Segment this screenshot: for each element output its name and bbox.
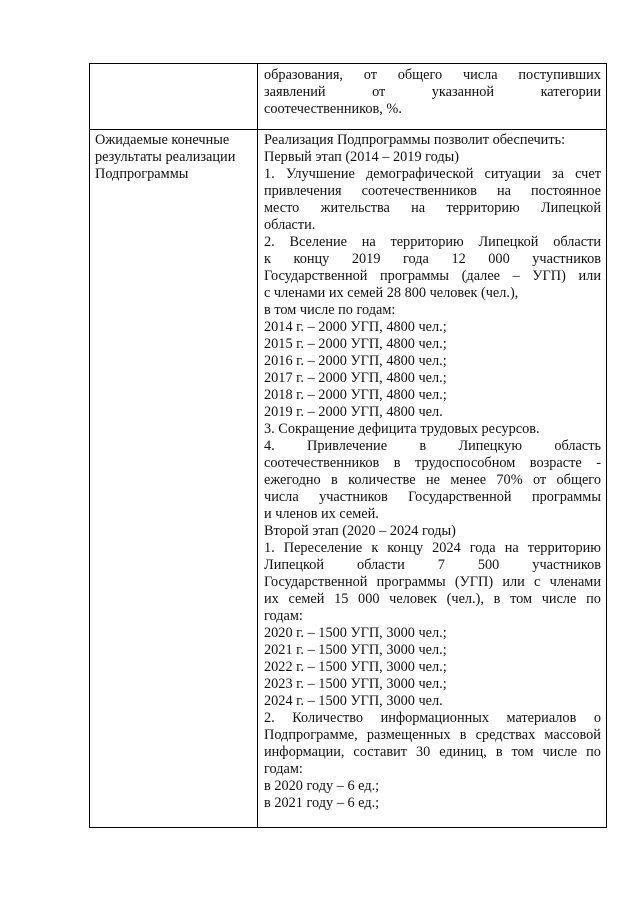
word: области: [356, 557, 405, 573]
text-line: Второй этап (2020 – 2024 годы): [264, 523, 456, 539]
word: соотечественников: [264, 455, 380, 471]
word: (чел.),: [446, 591, 484, 607]
text-line: [264, 268, 601, 285]
word: по: [586, 591, 601, 607]
text-line: [264, 557, 601, 574]
row2-value-cell: [264, 132, 601, 812]
text-line: и членов их семей.: [264, 506, 379, 522]
word: участников: [319, 489, 388, 505]
text-line: [264, 472, 601, 489]
word: года: [469, 540, 496, 556]
word: на: [496, 183, 511, 199]
word: не: [425, 472, 440, 488]
word: указанной: [431, 84, 495, 100]
word: соотечественников: [361, 183, 477, 199]
word: Привлечение: [307, 438, 388, 454]
word: территорию: [390, 234, 464, 250]
word: Государственной: [264, 268, 368, 284]
text-line: [264, 183, 601, 200]
word: единиц,: [439, 744, 487, 760]
word: человек: [389, 591, 437, 607]
label-line: Подпрограммы: [95, 166, 189, 182]
word: общего: [556, 472, 601, 488]
text-line: [264, 166, 601, 183]
word: Липецкой: [264, 557, 325, 573]
word: в: [331, 472, 338, 488]
word: или: [578, 268, 601, 284]
word: Переселение: [283, 540, 363, 556]
word: ситуации: [484, 166, 541, 182]
word: программы: [376, 574, 446, 590]
text-line: [264, 84, 601, 101]
word: 000: [488, 251, 510, 267]
text-line: [264, 574, 601, 591]
text-line: 2021 г. – 1500 УГП, 3000 чел.;: [264, 642, 447, 658]
word: участников: [532, 557, 601, 573]
word: информации,: [264, 744, 345, 760]
word: жительства: [320, 200, 390, 216]
text-line: 2017 г. – 2000 УГП, 4800 чел.;: [264, 370, 447, 386]
word: количестве: [348, 472, 416, 488]
text-line: 2015 г. – 2000 УГП, 4800 чел.;: [264, 336, 447, 352]
text-line: 2020 г. – 1500 УГП, 3000 чел.;: [264, 625, 447, 641]
word: демографической: [366, 166, 474, 182]
text-line: [264, 251, 601, 268]
word: числа: [264, 489, 299, 505]
word: 2.: [264, 234, 275, 250]
word: участников: [532, 251, 601, 267]
word: числа: [462, 67, 498, 83]
word: 500: [477, 557, 500, 573]
text-line: с членами их семей 28 800 человек (чел.),: [264, 285, 519, 301]
word: концу: [387, 540, 424, 556]
word: программы: [531, 489, 601, 505]
word: к: [371, 540, 379, 556]
word: на: [361, 234, 376, 250]
word: на: [504, 540, 519, 556]
word: счет: [575, 166, 601, 182]
label-line: Ожидаемые конечные: [95, 132, 230, 148]
word: УГП): [532, 268, 566, 284]
word: область: [554, 438, 601, 454]
word: Государственной: [408, 489, 512, 505]
word: их: [264, 591, 279, 607]
word: возрасте: [529, 455, 582, 471]
text-line: в 2020 году – 6 ед.;: [264, 778, 380, 794]
word: 12: [451, 251, 466, 267]
word: заявлений: [264, 84, 326, 100]
text-line: 2016 г. – 2000 УГП, 4800 чел.;: [264, 353, 447, 369]
word: материалов: [506, 710, 577, 726]
word: Липецкой: [540, 200, 601, 216]
column-divider: [257, 64, 258, 827]
word: числе: [542, 744, 578, 760]
word: размещенных: [366, 727, 451, 743]
text-line: годам:: [264, 608, 303, 624]
text-line: [264, 727, 601, 744]
word: 2024: [432, 540, 461, 556]
word: числе: [541, 591, 577, 607]
text-line: 3. Сокращение дефицита трудовых ресурсов.: [264, 421, 540, 437]
word: образования,: [264, 67, 343, 83]
word: 70%: [496, 472, 523, 488]
text-line: 2023 г. – 1500 УГП, 3000 чел.;: [264, 676, 447, 692]
word: информационных: [380, 710, 490, 726]
text-line: [264, 234, 601, 251]
text-line: 2019 г. – 2000 УГП, 4800 чел.: [264, 404, 443, 420]
word: программы: [380, 268, 450, 284]
word: поступивших: [518, 67, 601, 83]
word: 30: [416, 744, 431, 760]
text-line: [264, 710, 601, 727]
word: привлечения: [264, 183, 342, 199]
word: территорию: [446, 200, 520, 216]
word: 2019: [351, 251, 381, 267]
text-line: 2018 г. – 2000 УГП, 4800 чел.;: [264, 387, 447, 403]
text-line: в том числе по годам:: [264, 302, 396, 318]
word: Улучшение: [285, 166, 355, 182]
text-line: соотечественников, %.: [264, 101, 402, 117]
word: в: [495, 744, 503, 760]
word: в: [419, 438, 427, 454]
word: 2.: [264, 710, 275, 726]
word: в: [459, 727, 467, 743]
word: на: [411, 200, 426, 216]
text-line: 2022 г. – 1500 УГП, 3000 чел.;: [264, 659, 447, 675]
word: Подпрограмме,: [264, 727, 358, 743]
text-line: [264, 67, 601, 84]
text-line: [264, 744, 601, 761]
word: 4.: [264, 438, 275, 454]
word: составит: [353, 744, 408, 760]
label-line: результаты реализации: [95, 149, 236, 165]
word: или: [502, 574, 525, 590]
text-line: [264, 540, 601, 557]
word: массовой: [544, 727, 601, 743]
word: ежегодно: [264, 472, 321, 488]
word: менее: [450, 472, 487, 488]
word: 1.: [264, 540, 275, 556]
text-line: годам:: [264, 761, 303, 777]
word: –: [512, 268, 520, 284]
word: территорию: [527, 540, 601, 556]
word: (УГП): [454, 574, 494, 590]
word: по: [586, 744, 601, 760]
word: Липецкой: [478, 234, 539, 250]
text-line: [264, 455, 601, 472]
text-line: в 2021 году – 6 ед.;: [264, 795, 380, 811]
word: 7: [437, 557, 445, 573]
word: области: [553, 234, 601, 250]
word: к: [264, 251, 271, 267]
word: с: [534, 574, 541, 590]
word: о: [593, 710, 601, 726]
text-line: Первый этап (2014 – 2019 годы): [264, 149, 460, 165]
text-line: [264, 438, 601, 455]
word: в: [393, 455, 401, 471]
word: от: [363, 67, 377, 83]
word: -: [596, 455, 601, 471]
word: от: [372, 84, 386, 100]
row2-label-cell: [95, 132, 253, 183]
text-line: 2014 г. – 2000 УГП, 4800 чел.;: [264, 319, 447, 335]
word: постоянное: [531, 183, 601, 199]
text-line: Реализация Подпрограммы позволит обеспечить:: [264, 132, 566, 148]
word: трудоспособном: [415, 455, 516, 471]
text-line: области.: [264, 217, 316, 233]
word: концу: [293, 251, 330, 267]
text-line: 2024 г. – 1500 УГП, 3000 чел.: [264, 693, 443, 709]
word: 15: [334, 591, 349, 607]
row-divider: [90, 129, 606, 130]
row1-value-cell: [264, 67, 601, 118]
word: том: [511, 744, 534, 760]
text-line: [264, 489, 601, 506]
word: Количество: [292, 710, 364, 726]
word: 000: [358, 591, 380, 607]
word: 1.: [264, 166, 275, 182]
word: за: [551, 166, 564, 182]
word: членами: [549, 574, 601, 590]
word: средствах: [475, 727, 536, 743]
word: категории: [540, 84, 601, 100]
text-line: [264, 591, 601, 608]
subprogram-table: [89, 63, 607, 828]
word: (далее: [461, 268, 501, 284]
word: семей: [288, 591, 325, 607]
word: общего: [397, 67, 443, 83]
word: от: [532, 472, 547, 488]
word: Липецкую: [458, 438, 523, 454]
word: Государственной: [264, 574, 368, 590]
text-line: [264, 200, 601, 217]
word: место: [264, 200, 300, 216]
word: том: [510, 591, 533, 607]
word: в: [493, 591, 501, 607]
word: года: [403, 251, 429, 267]
word: Вселение: [289, 234, 347, 250]
